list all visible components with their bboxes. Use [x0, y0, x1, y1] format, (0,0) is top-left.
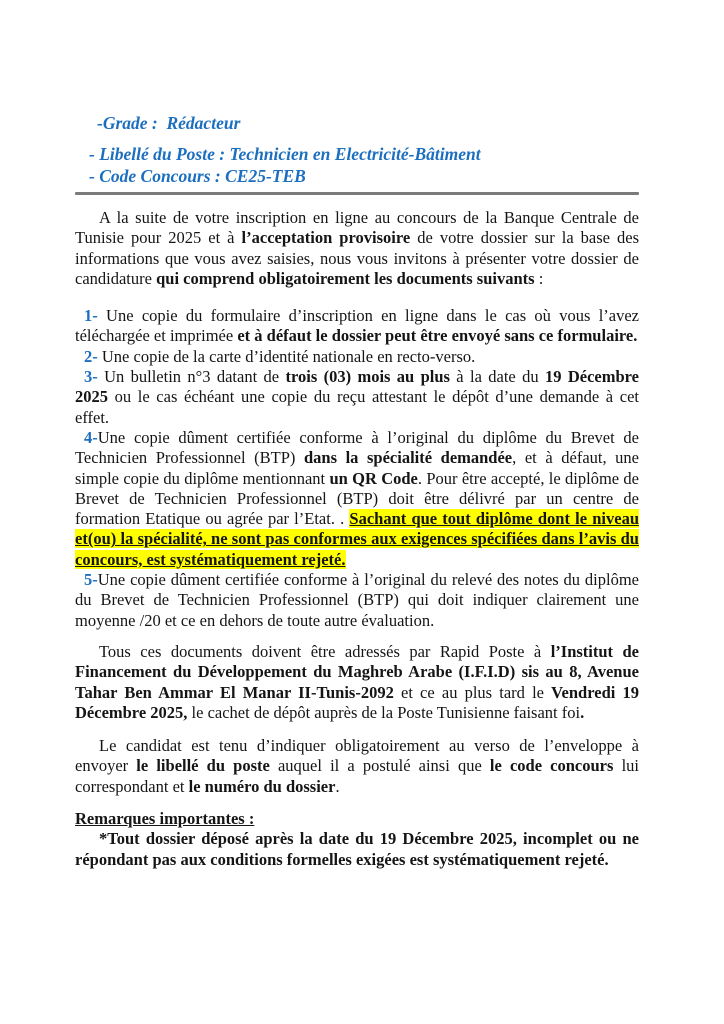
text-run: le numéro du dossier: [188, 776, 336, 796]
text-run: .: [580, 702, 585, 722]
rejection-note-paragraph: [75, 829, 639, 870]
text-run: Remarques importantes :: [75, 809, 255, 829]
text-run: un QR Code: [329, 468, 418, 488]
text-run: Une copie du formulaire d’inscription en ligne dans le cas où vous l’avez téléchargée et imprimée: [75, 306, 639, 346]
item-number-1: 1-: [84, 306, 98, 326]
text-run: Vendredi 19 Décembre 2025,: [75, 682, 640, 722]
text-run: le code concours: [489, 756, 614, 776]
text-run: de votre dossier sur la base des informations que vous avez saisies, nous vous invitons à présenter votre dossier de candidature: [75, 228, 640, 288]
mailing-instructions-paragraph: [75, 642, 639, 723]
text-run: Tous ces documents doivent être adressés par Rapid Poste à: [99, 641, 551, 661]
document-content: [75, 112, 639, 870]
text-run: et à défaut le dossier peut être envoyé sans ce formulaire.: [237, 326, 638, 346]
text-run: . Pour être accepté, le diplôme de Brevet de Technicien Professionnel (BTP) doit être délivré par un centre de formation Etatique ou agrée par l’Etat. .: [75, 468, 639, 529]
text-run: Une copie dûment certifiée conforme à l’original du diplôme du Brevet de Technicien Professionnel (BTP): [75, 427, 639, 468]
text-run: le cachet de dépôt auprès de la Poste Tunisienne faisant foi: [187, 702, 581, 722]
text-run: Une copie de la carte d’identité nationale en recto-verso.: [97, 346, 476, 366]
intro-paragraph: [75, 208, 639, 289]
text-run: Le candidat est tenu d’indiquer obligatoirement au verso de l’enveloppe à envoyer: [75, 736, 639, 776]
envelope-instructions-paragraph: [75, 736, 639, 797]
header-code-concours-line: - Code Concours : CE25-TEB: [89, 166, 306, 186]
text-run: .: [335, 776, 340, 796]
item-number-4: 4-: [84, 427, 98, 447]
document-item-1: [75, 306, 639, 347]
remarks-heading: [75, 809, 639, 829]
text-run: :: [534, 268, 544, 288]
text-run: et ce au plus tard le: [393, 682, 552, 702]
text-run: l’Institut de Financement du Développement du Maghreb Arabe (I.F.I.D) sis au 8, Avenue Tahar Ben Ammar El Manar II-Tunis-2092: [75, 641, 639, 702]
header-poste-line: - Libellé du Poste : Technicien en Electricité-Bâtiment: [89, 144, 481, 164]
text-run: , et à défaut, une simple copie du diplôme mentionnant: [75, 448, 640, 488]
text-run: ou le cas échéant une copie du reçu attestant le dépôt d’une demande à cet effet.: [75, 387, 639, 427]
text-run: qui comprend obligatoirement les documents suivants: [156, 268, 535, 288]
text-run: auquel il a postulé ainsi que: [269, 756, 490, 776]
text-run: le libellé du poste: [136, 756, 270, 776]
document-body: [75, 208, 639, 870]
text-run: lui correspondant et: [75, 756, 639, 796]
document-header: [75, 112, 639, 187]
text-run: 19 Décembre 2025: [75, 367, 639, 407]
text-run: *Tout dossier déposé après la date du 19 Décembre 2025, incomplet ou ne répondant pas aux conditions formelles exigées est systématiquement rejeté.: [75, 829, 639, 869]
document-item-5: [75, 570, 639, 631]
text-run: à la date du: [449, 367, 545, 387]
text-run: l’acceptation provisoire: [241, 228, 411, 248]
document-item-3: [75, 367, 639, 428]
document-item-2: [75, 347, 639, 367]
item-number-5: 5-: [84, 570, 98, 590]
document-item-4: [75, 428, 639, 570]
header-divider: [75, 192, 639, 195]
item-number-3: 3-: [84, 367, 98, 387]
text-run: Une copie dûment certifiée conforme à l’original du relevé des notes du diplôme du Brevet de Technicien Professionnel (BTP) qui doit indiquer clairement une moyenne /20 et ce en dehors de toute autre évaluation.: [75, 570, 639, 630]
text-run: dans la spécialité demandée: [303, 448, 513, 468]
item-number-2: 2-: [84, 346, 98, 366]
highlighted-warning: Sachant que tout diplôme dont le niveau et(ou) la spécialité, ne sont pas conformes aux exigences spécifiées dans l’avis du concours, est systématiquement rejeté.: [75, 509, 639, 569]
header-grade-line: -Grade : Rédacteur: [97, 113, 241, 133]
text-run: trois (03) mois au plus: [285, 367, 450, 387]
text-run: Un bulletin n°3 datant de: [97, 367, 286, 387]
text-run: A la suite de votre inscription en ligne au concours de la Banque Centrale de Tunisie pour 2025 et à: [75, 208, 639, 248]
